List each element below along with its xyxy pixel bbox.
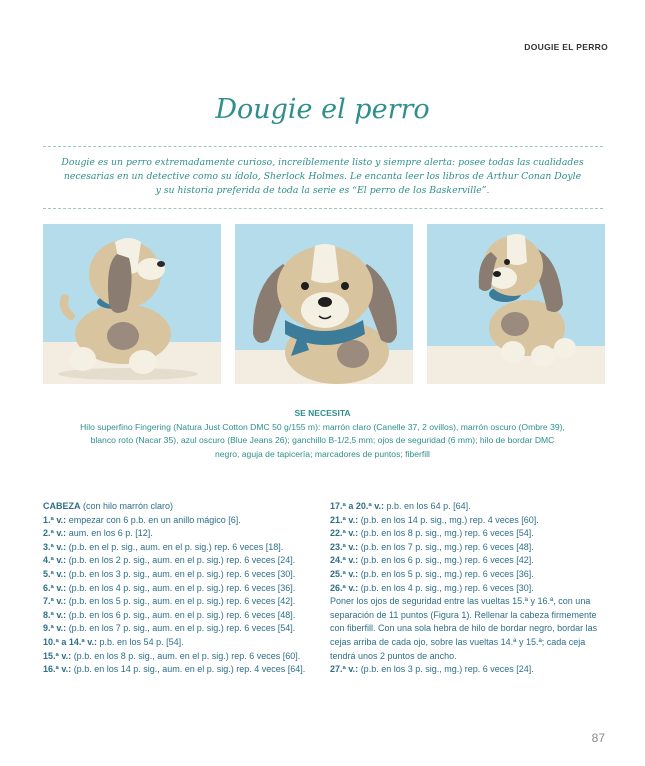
- photo-strip: [43, 224, 605, 384]
- page-number: 87: [591, 731, 605, 745]
- pattern-row: 5.ª v.: (p.b. en los 3 p. sig., aum. en el p. sig.) rep. 6 veces [30].: [43, 568, 296, 579]
- pattern-row: 16.ª v.: (p.b. en los 14 p. sig., aum. en el p. sig.) rep. 4 veces [64].: [43, 664, 306, 675]
- pattern-row: 8.ª v.: (p.b. en los 6 p. sig., aum. en el p. sig.) rep. 6 veces [48].: [43, 609, 296, 620]
- pattern-row: 24.ª v.: (p.b. en los 6 p. sig., mg.) rep. 6 veces [42].: [330, 555, 534, 566]
- intro-top-divider: [43, 146, 603, 147]
- pattern-row: 1.ª v.: empezar con 6 p.b. en un anillo mágico [6].: [43, 514, 241, 525]
- pattern-right-column: [330, 500, 605, 677]
- pattern-left-column: [43, 500, 323, 677]
- dougie-three-quarter-view-photo: [427, 224, 605, 384]
- page-header-label: DOUGIE EL PERRO: [524, 42, 608, 52]
- assembly-note: Poner los ojos de seguridad entre las vueltas 15.ª y 16.ª, con una separación de 11 puntos (Figura 1). Rellenar la cabeza firmemente con fiberfill. Con una sola hebra de hilo de bordar negro, bordar las cejas arriba de cada ojo, sobre las vueltas 14.ª y 15.ª; cada ceja tendrá unos 2 puntos de ancho.: [330, 596, 598, 661]
- pattern-row: 25.ª v.: (p.b. en los 5 p. sig., mg.) rep. 6 veces [36].: [330, 568, 534, 579]
- section-heading: [43, 500, 323, 514]
- pattern-row: 23.ª v.: (p.b. en los 7 p. sig., mg.) rep. 6 veces [48].: [330, 541, 534, 552]
- pattern-row: 27.ª v.: (p.b. en los 3 p. sig., mg.) rep. 6 veces [24].: [330, 664, 534, 675]
- intro-bottom-divider: [43, 208, 603, 209]
- pattern-row: 4.ª v.: (p.b. en los 2 p. sig., aum. en el p. sig.) rep. 6 veces [24].: [43, 555, 296, 566]
- pattern-row: 15.ª v.: (p.b. en los 8 p. sig., aum. en el p. sig.) rep. 6 veces [60].: [43, 650, 301, 661]
- pattern-row: 17.ª a 20.ª v.: p.b. en los 64 p. [64].: [330, 501, 471, 511]
- section-title: CABEZA: [43, 501, 81, 511]
- page-title: Dougie el perro: [215, 94, 430, 125]
- pattern-row: 26.ª v.: (p.b. en los 4 p. sig., mg.) rep. 6 veces [30].: [330, 582, 534, 593]
- dougie-side-view-photo: [43, 224, 221, 384]
- materials-list: Hilo superfino Fingering (Natura Just Cotton DMC 50 g/155 m): marrón claro (Canelle 37, 2 ovillos), marrón oscuro (Ombre 39), blanco roto (Nacar 35), azul oscuro (Blue Jeans 26); ganchillo B-1/2,5 mm; ojos de seguridad (6 mm); hilo de bordar DMC negro, aguja de tapicería; marcadores de puntos; fiberfill: [80, 422, 565, 459]
- pattern-row: 10.ª a 14.ª v.: p.b. en los 54 p. [54].: [43, 636, 184, 647]
- section-note: (con hilo marrón claro): [80, 501, 174, 511]
- pattern-row: 9.ª v.: (p.b. en los 7 p. sig., aum. en el p. sig.) rep. 6 veces [54].: [43, 623, 296, 634]
- pattern-row: 3.ª v.: (p.b. en el p. sig., aum. en el p. sig.) rep. 6 veces [18].: [43, 541, 284, 552]
- pattern-row: 6.ª v.: (p.b. en los 4 p. sig., aum. en el p. sig.) rep. 6 veces [36].: [43, 582, 296, 593]
- intro-paragraph: Dougie es un perro extremadamente curioso, increíblemente listo y siempre alerta: posee todas las cualidades necesarias en un detective como su ídolo, Sherlock Holmes. Le encanta leer los libros de Arthur Conan Doyle y su historia preferida de toda la serie es “El perro de los Baskerville”.: [61, 157, 584, 196]
- pattern-row: 2.ª v.: aum. en los 6 p. [12].: [43, 528, 153, 539]
- pattern-row: 21.ª v.: (p.b. en los 14 p. sig., mg.) rep. 4 veces [60].: [330, 514, 539, 525]
- pattern-row: 22.ª v.: (p.b. en los 8 p. sig., mg.) rep. 6 veces [54].: [330, 528, 534, 539]
- dougie-front-view-photo: [235, 224, 413, 384]
- materials-heading: SE NECESITA: [294, 408, 351, 418]
- pattern-row: 7.ª v.: (p.b. en los 5 p. sig., aum. en el p. sig.) rep. 6 veces [42].: [43, 596, 296, 607]
